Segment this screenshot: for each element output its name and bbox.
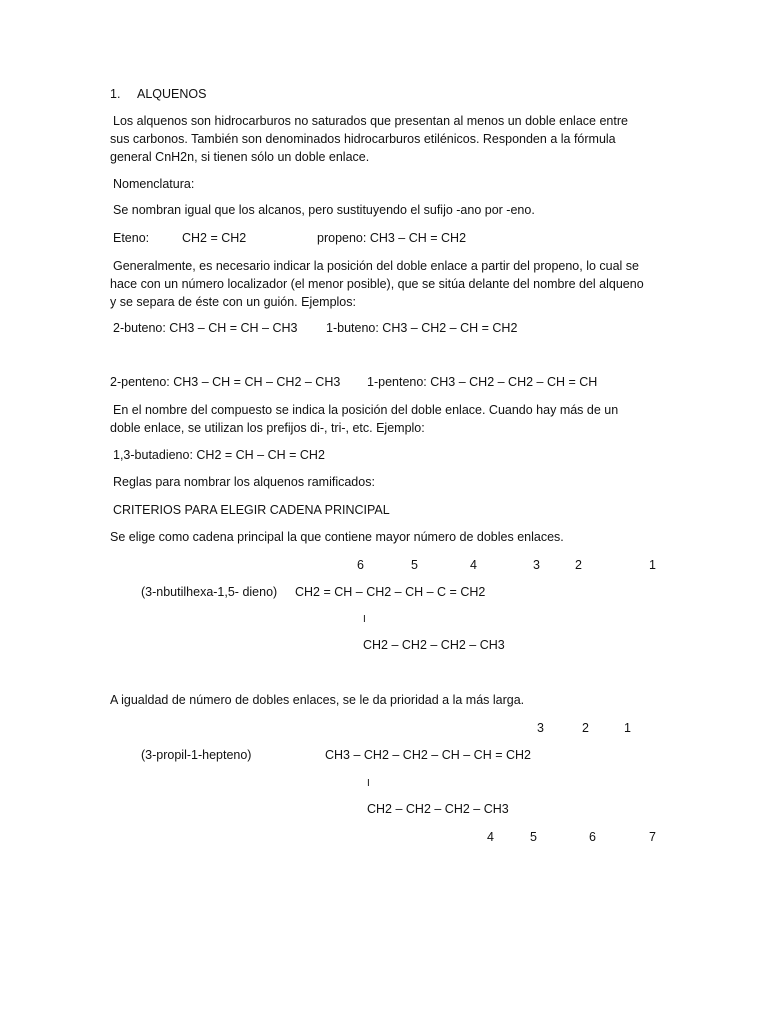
heading-number: 1. bbox=[110, 87, 121, 101]
rule-suffix: Se nombran igual que los alcanos, pero sustituyendo el sufijo -ano por -eno. bbox=[113, 203, 535, 217]
intro-paragraph: Los alquenos son hidrocarburos no saturados que presentan al menos un doble enlace entre sus carbonos. También son denominados hidrocarburos etilénicos. Responden a la fórmula general CnH2n, si tienen sólo un doble enlace. bbox=[110, 114, 628, 164]
locant-6: 6 bbox=[357, 558, 364, 572]
example-butadieno: 1,3-butadieno: CH2 = CH – CH = CH2 bbox=[113, 448, 325, 462]
example2-main-chain: CH3 – CH2 – CH2 – CH – CH = CH2 bbox=[325, 748, 531, 762]
example-2-penteno: 2-penteno: CH3 – CH = CH – CH2 – CH3 bbox=[110, 375, 341, 389]
example-2-buteno: 2-buteno: CH3 – CH = CH – CH3 bbox=[113, 321, 298, 335]
example1-branch: CH2 – CH2 – CH2 – CH3 bbox=[363, 638, 505, 652]
eteno-formula: CH2 = CH2 bbox=[182, 231, 247, 245]
locant-bottom-6: 6 bbox=[589, 830, 596, 844]
example-1-penteno: 1-penteno: CH3 – CH2 – CH2 – CH = CH bbox=[367, 375, 598, 389]
locant-bottom-5: 5 bbox=[530, 830, 537, 844]
locant-top-1: 1 bbox=[624, 721, 631, 735]
propeno-example: propeno: CH3 – CH = CH2 bbox=[317, 231, 467, 245]
example2-branch: CH2 – CH2 – CH2 – CH3 bbox=[367, 802, 509, 816]
locant-1: 1 bbox=[649, 558, 656, 572]
general-paragraph: Generalmente, es necesario indicar la posición del doble enlace a partir del propeno, lo cual se hace con un número localizador (el menor posible), que se sitúa delante del nombre del alqueno y se separa de éste con un guión. Ejemplos: bbox=[110, 259, 644, 309]
locant-top-2: 2 bbox=[582, 721, 589, 735]
criterios-label: CRITERIOS PARA ELEGIR CADENA PRINCIPAL bbox=[113, 503, 390, 517]
example1-bond: I bbox=[363, 614, 366, 625]
criterio-1: Se elige como cadena principal la que contiene mayor número de dobles enlaces. bbox=[110, 530, 564, 544]
locant-4: 4 bbox=[470, 558, 477, 572]
locant-top-3: 3 bbox=[537, 721, 544, 735]
heading-title: ALQUENOS bbox=[137, 87, 207, 101]
locant-bottom-7: 7 bbox=[649, 830, 656, 844]
criterio-2: A igualdad de número de dobles enlaces, se le da prioridad a la más larga. bbox=[110, 693, 525, 707]
reglas-label: Reglas para nombrar los alquenos ramificados: bbox=[113, 475, 375, 489]
eteno-name: Eteno: bbox=[113, 231, 150, 245]
locant-5: 5 bbox=[411, 558, 418, 572]
locant-3: 3 bbox=[533, 558, 540, 572]
nomenclatura-label: Nomenclatura: bbox=[113, 177, 195, 191]
locant-2: 2 bbox=[575, 558, 582, 572]
example1-main-chain: CH2 = CH – CH2 – CH – C = CH2 bbox=[295, 585, 486, 599]
dienes-paragraph: En el nombre del compuesto se indica la posición del doble enlace. Cuando hay más de un doble enlace, se utilizan los prefijos di-, tri-, etc. Ejemplo: bbox=[110, 403, 619, 435]
example1-name: (3-nbutilhexa-1,5- dieno) bbox=[141, 585, 278, 599]
example-1-buteno: 1-buteno: CH3 – CH2 – CH = CH2 bbox=[326, 321, 518, 335]
example2-name: (3-propil-1-hepteno) bbox=[141, 748, 252, 762]
locant-bottom-4: 4 bbox=[487, 830, 494, 844]
example2-bond: I bbox=[367, 778, 370, 789]
